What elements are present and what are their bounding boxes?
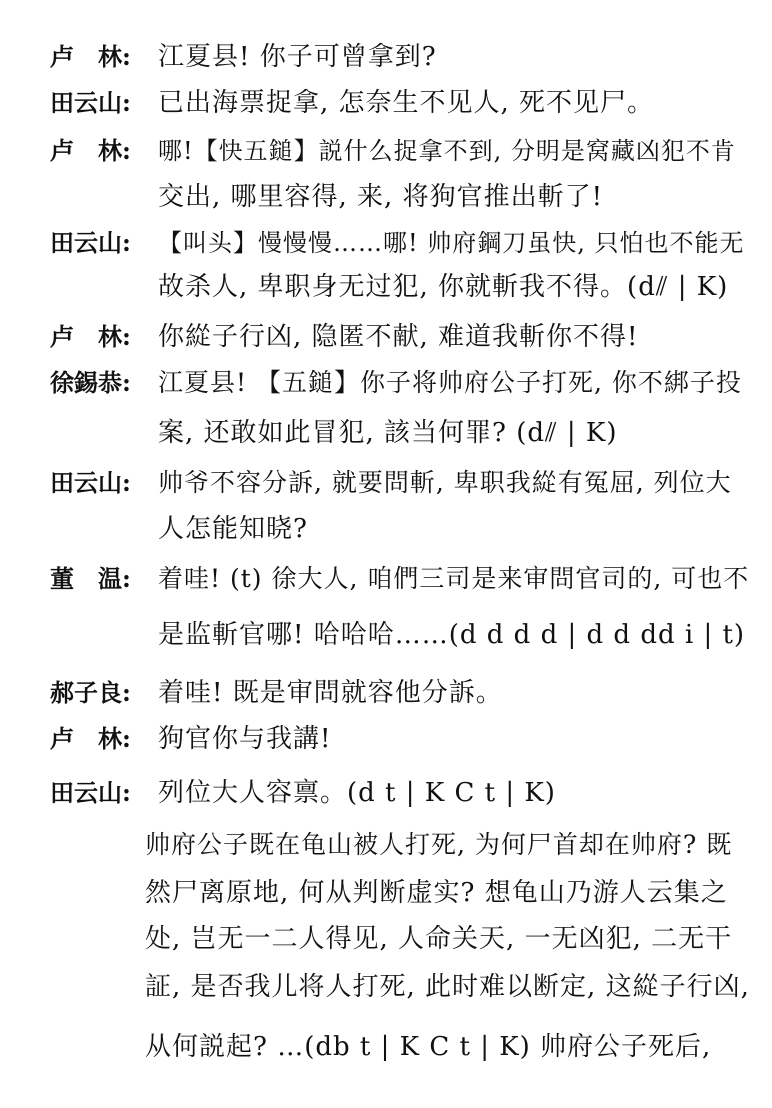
dialogue-text: 江夏县! 你子可曾拿到? [158, 42, 437, 72]
dialogue-text: 你緃子行凶, 隐匿不献, 难道我斬你不得! [158, 322, 639, 352]
speaker-name: 卢 林: [50, 136, 131, 165]
dialogue-text: 【叫头】慢慢慢……哪! 帅府鋼刀虽快, 只怕也不能无 [158, 229, 745, 257]
speaker-name: 卢 林: [50, 724, 131, 753]
dialogue-text: 狗官你与我講! [158, 724, 332, 754]
dialogue-text: 哪!【快五鎚】説什么捉拿不到, 分明是窝藏凶犯不肯 [158, 137, 736, 165]
speaker-name: 卢 林: [50, 322, 131, 351]
speaker-name: 田云山: [50, 228, 131, 257]
dialogue-text: 帅爷不容分訴, 就要問斬, 卑职我緃有冤屈, 列位大 [158, 468, 732, 497]
speaker-name: 卢 林: [50, 42, 131, 71]
speaker-name: 董 温: [50, 564, 131, 593]
dialogue-text: 帅府公子既在龟山被人打死, 为何尸首却在帅府? 既 [145, 830, 733, 859]
dialogue-text: 故杀人, 卑职身无过犯, 你就斬我不得。(d⫽ | K) [158, 272, 729, 302]
dialogue-text: 証, 是否我儿将人打死, 此时难以断定, 这緃子行凶, [145, 972, 750, 1002]
dialogue-text: 人怎能知晓? [158, 514, 308, 544]
speaker-name: 田云山: [50, 88, 131, 117]
dialogue-text: 是监斬官哪! 哈哈哈……(d d d d | d d dd i | t) [158, 620, 746, 650]
dialogue-text: 已出海票捉拿, 怎奈生不见人, 死不见尸。 [158, 88, 655, 118]
dialogue-text: 从何説起? …(db t | K C t | K) 帅府公子死后, [145, 1032, 712, 1062]
dialogue-text: 江夏县! 【五鎚】你子将帅府公子打死, 你不綁子投 [158, 368, 742, 397]
dialogue-text: 然尸离原地, 何从判断虚实? 想龟山乃游人云集之 [145, 878, 728, 908]
speaker-name: 田云山: [50, 468, 131, 497]
dialogue-text: 处, 岂无一二人得见, 人命关天, 一无凶犯, 二无干 [145, 924, 733, 954]
dialogue-text: 着哇! (t) 徐大人, 咱們三司是来审問官司的, 可也不 [158, 564, 750, 593]
speaker-name: 郝子良: [50, 678, 131, 707]
dialogue-text: 案, 还敢如此冒犯, 該当何罪? (d⫽ | K) [158, 418, 618, 448]
speaker-name: 徐錫恭: [50, 368, 131, 397]
dialogue-text: 列位大人容禀。(d t | K C t | K) [158, 778, 556, 808]
dialogue-text: 交出, 哪里容得, 来, 将狗官推出斬了! [158, 182, 604, 212]
speaker-name: 田云山: [50, 778, 131, 807]
dialogue-text: 着哇! 既是审問就容他分訴。 [158, 678, 503, 708]
